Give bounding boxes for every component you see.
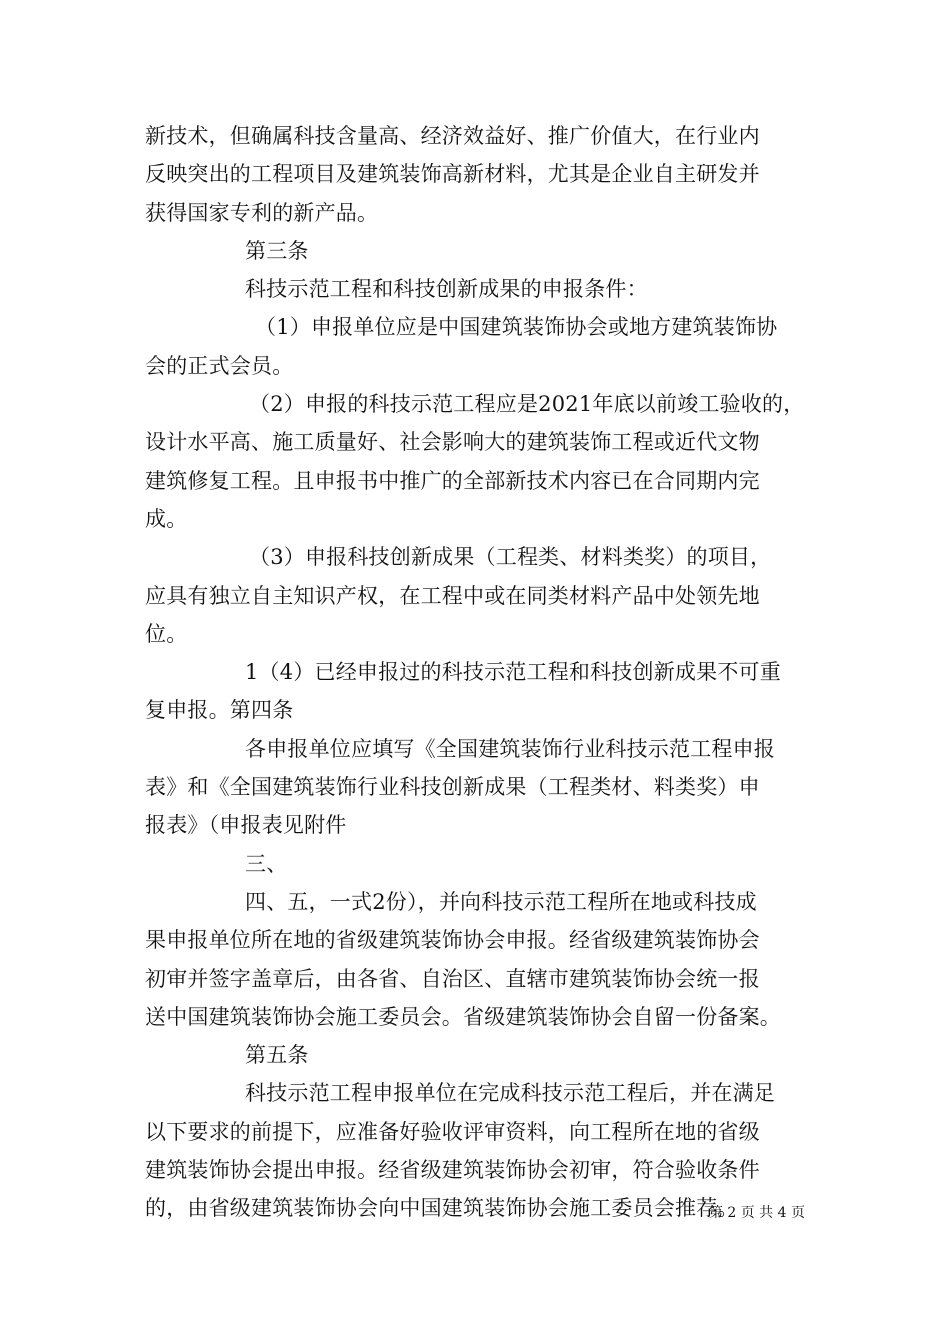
text-line-26: 科技示范工程申报单位在完成科技示范工程后，并在满足 [245,1081,775,1106]
text-line-13: 应具有独立自主知识产权，在工程中或在同类材料产品中处领先地 [145,583,760,608]
text-line-22: 果申报单位所在地的省级建筑装饰协会申报。经省级建筑装饰协会 [145,928,760,953]
text-line-24: 送中国建筑装饰协会施工委员会。省级建筑装饰协会自留一份备案。 [145,1004,781,1029]
article-heading-5: 第五条 [245,1043,309,1068]
page-number: 第 2 页 共 4 页 [708,1205,805,1221]
text-line-9: 设计水平高、施工质量好、社会影响大的建筑装饰工程或近代文物 [145,430,760,455]
list-item-4: 1（4）已经申报过的科技示范工程和科技创新成果不可重 [245,660,781,685]
document-body [145,117,825,1228]
list-item-3: （3）申报科技创新成果（工程类、材料类奖）的项目， [249,545,772,570]
list-item-2: （2）申报的科技示范工程应是2021年底以前竣工验收的， [249,392,805,417]
text-line-23: 初审并签字盖章后，由各省、自治区、直辖市建筑装饰协会统一报 [145,966,760,991]
text-line-18: 表》和《全国建筑装饰行业科技创新成果（工程类材、料类奖）申 [145,775,760,800]
text-line-17: 各申报单位应填写《全国建筑装饰行业科技示范工程申报 [245,736,775,761]
text-line-29: 的，由省级建筑装饰协会向中国建筑装饰协会施工委员会推荐。 [145,1196,739,1221]
text-line-5: 科技示范工程和科技创新成果的申报条件： [245,277,648,302]
text-line-21: 四、五，一式2份），并向科技示范工程所在地或科技成 [245,889,757,914]
text-line-20: 三、 [245,851,288,876]
text-line-10: 建筑修复工程。且申报书中推广的全部新技术内容已在合同期内完 [145,468,760,493]
list-item-1: （1）申报单位应是中国建筑装饰协会或地方建筑装饰协 [255,315,778,340]
text-line-14: 位。 [145,621,188,646]
text-line-3: 获得国家专利的新产品。 [145,200,379,225]
text-line-7: 会的正式会员。 [145,353,294,378]
article-heading-3: 第三条 [245,238,309,263]
text-line-27: 以下要求的前提下，应准备好验收评审资料，向工程所在地的省级 [145,1119,760,1144]
text-line-2: 反映突出的工程项目及建筑装饰高新材料，尤其是企业自主研发并 [145,162,760,187]
text-line-16: 复申报。第四条 [145,698,294,723]
text-line-1: 新技术，但确属科技含量高、经济效益好、推广价值大，在行业内 [145,124,760,148]
text-line-11: 成。 [145,506,188,531]
text-line-28: 建筑装饰协会提出申报。经省级建筑装饰协会初审，符合验收条件 [145,1158,760,1183]
text-line-19: 报表》（申报表见附件 [145,813,347,838]
